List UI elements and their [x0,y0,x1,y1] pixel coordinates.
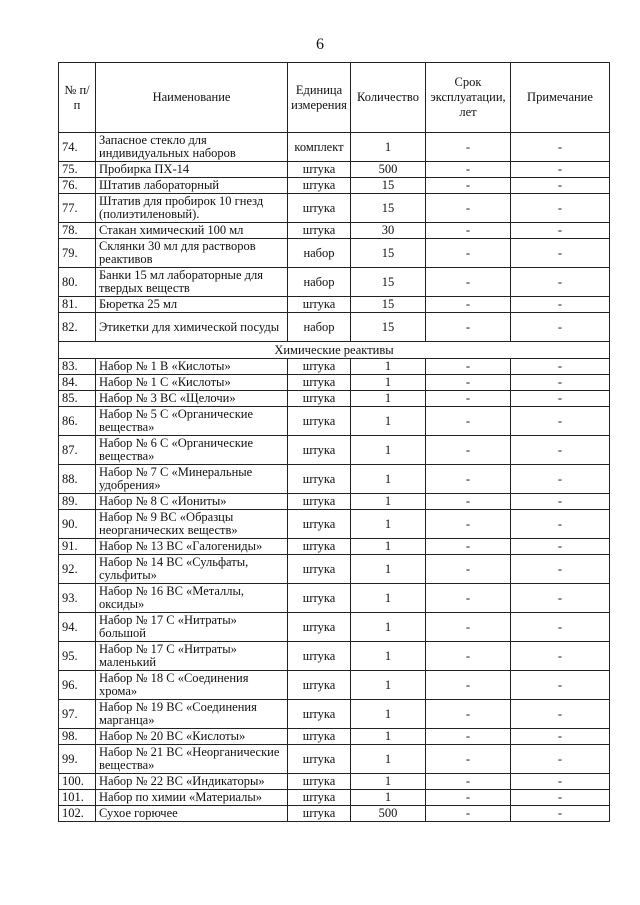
row-unit: штука [288,671,351,700]
row-unit: штука [288,297,351,313]
row-life: - [426,178,511,194]
row-life: - [426,539,511,555]
row-note: - [511,223,610,239]
row-qty: 1 [351,774,426,790]
row-name: Этикетки для химической посуды [96,313,288,342]
row-name: Набор № 19 ВС «Соединения марганца» [96,700,288,729]
row-name: Набор № 17 С «Нитраты» маленький [96,642,288,671]
row-note: - [511,613,610,642]
row-qty: 1 [351,436,426,465]
row-unit: штука [288,375,351,391]
equipment-table [58,62,610,822]
row-num: 95. [59,642,96,671]
row-qty: 15 [351,178,426,194]
row-name: Запасное стекло для индивидуальных наборов [96,133,288,162]
row-note: - [511,539,610,555]
table-row [59,375,610,391]
row-name: Штатив лабораторный [96,178,288,194]
row-note: - [511,391,610,407]
row-note: - [511,700,610,729]
row-life: - [426,806,511,822]
row-life: - [426,194,511,223]
row-qty: 1 [351,671,426,700]
row-num: 99. [59,745,96,774]
row-life: - [426,584,511,613]
row-qty: 1 [351,539,426,555]
table-row [59,313,610,342]
row-name: Набор № 17 С «Нитраты» большой [96,613,288,642]
row-life: - [426,510,511,539]
row-num: 101. [59,790,96,806]
table-row [59,700,610,729]
row-name: Набор № 1 С «Кислоты» [96,375,288,391]
row-qty: 15 [351,239,426,268]
row-unit: штука [288,613,351,642]
row-unit: штука [288,465,351,494]
row-life: - [426,700,511,729]
row-num: 86. [59,407,96,436]
row-note: - [511,642,610,671]
row-name: Набор № 5 С «Органические вещества» [96,407,288,436]
row-note: - [511,510,610,539]
row-life: - [426,133,511,162]
row-qty: 1 [351,391,426,407]
row-unit: комплект [288,133,351,162]
row-name: Набор № 16 ВС «Металлы, оксиды» [96,584,288,613]
row-num: 78. [59,223,96,239]
table-row [59,790,610,806]
row-note: - [511,297,610,313]
row-note: - [511,774,610,790]
table-row [59,223,610,239]
row-qty: 500 [351,162,426,178]
row-note: - [511,178,610,194]
row-name: Набор № 21 ВС «Неорганические вещества» [96,745,288,774]
row-name: Набор № 13 ВС «Галогениды» [96,539,288,555]
row-life: - [426,407,511,436]
table-row [59,239,610,268]
row-qty: 1 [351,613,426,642]
row-life: - [426,162,511,178]
row-num: 84. [59,375,96,391]
table-row [59,671,610,700]
row-life: - [426,790,511,806]
table-row [59,584,610,613]
row-name: Набор № 1 В «Кислоты» [96,359,288,375]
row-qty: 1 [351,729,426,745]
row-life: - [426,268,511,297]
table-row [59,407,610,436]
row-name: Штатив для пробирок 10 гнезд (полиэтиленовый). [96,194,288,223]
table-row [59,774,610,790]
row-unit: штука [288,407,351,436]
row-qty: 1 [351,133,426,162]
row-num: 98. [59,729,96,745]
row-unit: штука [288,555,351,584]
row-life: - [426,223,511,239]
row-note: - [511,745,610,774]
row-note: - [511,555,610,584]
row-unit: штука [288,494,351,510]
row-qty: 1 [351,494,426,510]
row-life: - [426,494,511,510]
header-num: № п/п [59,63,96,133]
row-note: - [511,494,610,510]
row-life: - [426,774,511,790]
row-num: 100. [59,774,96,790]
row-unit: штука [288,510,351,539]
row-life: - [426,313,511,342]
row-num: 81. [59,297,96,313]
row-unit: штука [288,391,351,407]
table-row [59,268,610,297]
row-name: Набор № 6 С «Органические вещества» [96,436,288,465]
row-note: - [511,239,610,268]
row-num: 75. [59,162,96,178]
row-life: - [426,642,511,671]
row-unit: штука [288,774,351,790]
row-note: - [511,729,610,745]
row-qty: 15 [351,268,426,297]
table-row [59,494,610,510]
row-note: - [511,584,610,613]
table-row [59,806,610,822]
table-row [59,613,610,642]
table-row [59,729,610,745]
row-qty: 1 [351,407,426,436]
row-note: - [511,313,610,342]
row-unit: штука [288,584,351,613]
row-num: 83. [59,359,96,375]
table-row [59,745,610,774]
table-row [59,178,610,194]
row-name: Набор № 3 ВС «Щелочи» [96,391,288,407]
row-unit: штука [288,162,351,178]
row-note: - [511,194,610,223]
row-name: Банки 15 мл лабораторные для твердых веществ [96,268,288,297]
row-num: 77. [59,194,96,223]
row-note: - [511,133,610,162]
row-unit: набор [288,268,351,297]
row-unit: штука [288,729,351,745]
row-note: - [511,436,610,465]
table-row [59,162,610,178]
row-note: - [511,162,610,178]
row-num: 82. [59,313,96,342]
row-unit: штука [288,745,351,774]
row-name: Набор № 9 ВС «Образцы неорганических веществ» [96,510,288,539]
row-name: Набор № 8 С «Иониты» [96,494,288,510]
row-life: - [426,671,511,700]
row-life: - [426,375,511,391]
row-qty: 1 [351,642,426,671]
row-qty: 1 [351,745,426,774]
row-name: Бюретка 25 мл [96,297,288,313]
row-note: - [511,790,610,806]
row-num: 102. [59,806,96,822]
row-qty: 30 [351,223,426,239]
row-num: 79. [59,239,96,268]
row-name: Набор № 14 ВС «Сульфаты, сульфиты» [96,555,288,584]
row-num: 96. [59,671,96,700]
row-unit: набор [288,239,351,268]
row-note: - [511,407,610,436]
table-row [59,436,610,465]
row-unit: штука [288,436,351,465]
header-qty: Количество [351,63,426,133]
row-note: - [511,375,610,391]
row-unit: штука [288,806,351,822]
row-unit: штука [288,194,351,223]
row-qty: 1 [351,375,426,391]
row-qty: 15 [351,313,426,342]
table-row [59,359,610,375]
row-num: 80. [59,268,96,297]
row-num: 74. [59,133,96,162]
table-row [59,391,610,407]
row-note: - [511,806,610,822]
row-qty: 1 [351,465,426,494]
row-name: Набор № 22 ВС «Индикаторы» [96,774,288,790]
row-name: Пробирка ПХ-14 [96,162,288,178]
row-unit: штука [288,223,351,239]
row-life: - [426,613,511,642]
row-name: Склянки 30 мл для растворов реактивов [96,239,288,268]
row-name: Набор по химии «Материалы» [96,790,288,806]
row-note: - [511,359,610,375]
row-unit: штука [288,359,351,375]
row-qty: 1 [351,510,426,539]
table-row [59,297,610,313]
table-header-row [59,63,610,133]
row-note: - [511,465,610,494]
row-num: 93. [59,584,96,613]
row-qty: 1 [351,555,426,584]
row-unit: набор [288,313,351,342]
row-num: 97. [59,700,96,729]
row-num: 87. [59,436,96,465]
row-name: Набор № 20 ВС «Кислоты» [96,729,288,745]
header-unit: Единица измерения [288,63,351,133]
row-life: - [426,391,511,407]
row-life: - [426,745,511,774]
row-qty: 1 [351,700,426,729]
row-num: 89. [59,494,96,510]
row-name: Набор № 7 С «Минеральные удобрения» [96,465,288,494]
row-num: 91. [59,539,96,555]
row-qty: 1 [351,790,426,806]
row-life: - [426,729,511,745]
row-life: - [426,465,511,494]
header-life: Срок эксплуатации, лет [426,63,511,133]
row-qty: 1 [351,359,426,375]
table-row [59,555,610,584]
row-qty: 15 [351,194,426,223]
row-life: - [426,436,511,465]
row-note: - [511,268,610,297]
row-qty: 500 [351,806,426,822]
row-note: - [511,671,610,700]
section-row [59,342,610,359]
table-row [59,465,610,494]
row-unit: штука [288,539,351,555]
row-num: 90. [59,510,96,539]
row-num: 76. [59,178,96,194]
table-row [59,194,610,223]
row-name: Стакан химический 100 мл [96,223,288,239]
table-row [59,642,610,671]
row-life: - [426,555,511,584]
row-qty: 1 [351,584,426,613]
row-unit: штука [288,178,351,194]
row-unit: штука [288,790,351,806]
row-unit: штука [288,700,351,729]
section-title: Химические реактивы [59,342,610,359]
row-num: 94. [59,613,96,642]
row-life: - [426,359,511,375]
row-num: 88. [59,465,96,494]
table-row [59,539,610,555]
header-note: Примечание [511,63,610,133]
table-row [59,133,610,162]
row-life: - [426,297,511,313]
table-row [59,510,610,539]
page-number: 6 [316,36,324,53]
header-name: Наименование [96,63,288,133]
row-num: 92. [59,555,96,584]
row-name: Набор № 18 С «Соединения хрома» [96,671,288,700]
row-num: 85. [59,391,96,407]
row-unit: штука [288,642,351,671]
row-qty: 15 [351,297,426,313]
row-life: - [426,239,511,268]
row-name: Сухое горючее [96,806,288,822]
